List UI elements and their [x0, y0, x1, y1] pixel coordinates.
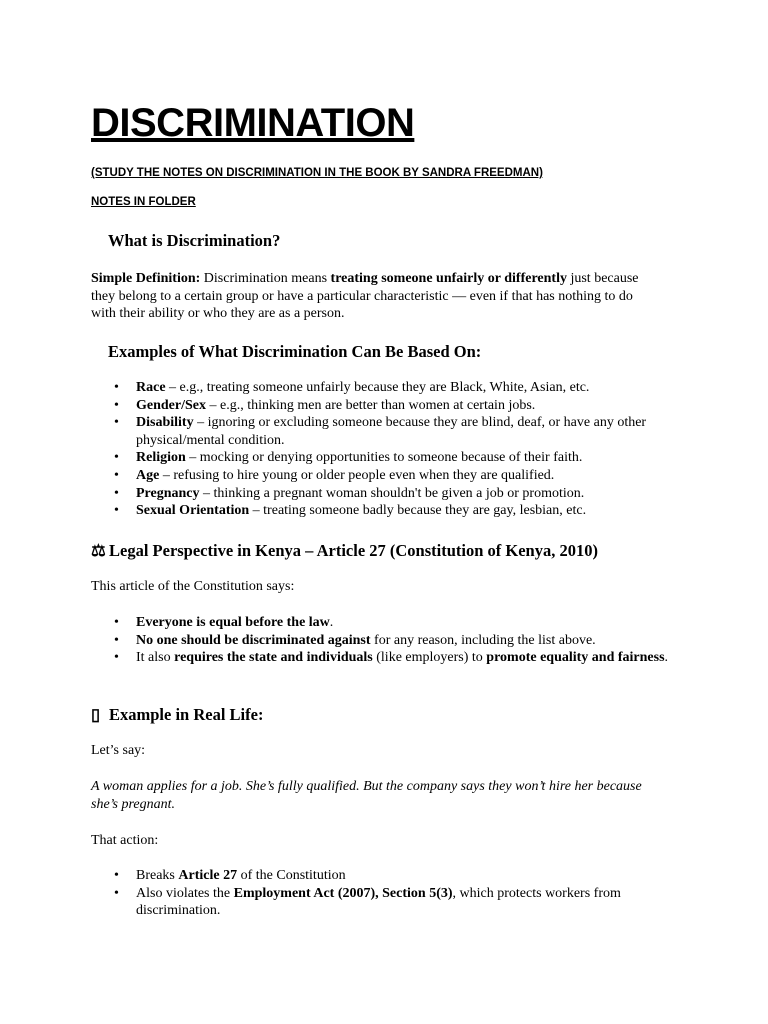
list-item-text: for any reason, including the list above. — [370, 632, 596, 648]
list-item-text: . — [664, 650, 669, 666]
list-item-race — [91, 379, 671, 397]
study-note: (STUDY THE NOTES ON DISCRIMINATION IN THE BOOK BY SANDRA FREEDMAN) — [91, 167, 543, 179]
list-item-text: , which protects workers from discrimination. — [136, 885, 621, 919]
list-item-label: Religion — [136, 450, 186, 466]
list-item-text: – refusing to hire young or older people even when they are qualified. — [159, 467, 555, 483]
list-item-text: It also — [136, 650, 175, 666]
list-item-promote-equality — [91, 649, 671, 667]
heading-examples: Examples of What Discrimination Can Be Based On: — [108, 342, 482, 361]
list-item-label: Age — [136, 467, 160, 483]
list-item-pregnancy — [91, 485, 671, 503]
missing-glyph-icon: ▯ — [91, 705, 101, 724]
list-item-bold: Everyone is equal before the law — [136, 615, 330, 630]
list-item-text: . — [329, 615, 334, 630]
list-item-violates-employment-act — [91, 885, 671, 920]
legal-heading-text: Legal Perspective in Kenya – Article 27 (Constitution of Kenya, 2010) — [109, 541, 598, 560]
list-item-gender — [91, 397, 671, 415]
list-item-text: – e.g., thinking men are better than women at certain jobs. — [206, 397, 536, 413]
definition-text-2: just because they belong to a certain group or have a particular characteristic — even if that has nothing to do with their ability or who they are as a person. — [91, 271, 639, 322]
list-item-bold: No one should be discriminated against — [136, 632, 371, 648]
list-item-bold: requires the state and individuals — [174, 650, 373, 666]
list-item-label: Sexual Orientation — [136, 503, 250, 519]
list-item-text: – mocking or denying opportunities to someone because of their faith. — [185, 450, 583, 466]
lets-say-text: Let’s say: — [91, 743, 146, 758]
definition-bold: treating someone unfairly or differently — [330, 271, 567, 286]
list-item-religion — [91, 449, 671, 467]
scenario-text: A woman applies for a job. She’s fully qualified. But the company says they won’t hire her because she’s pregnant. — [91, 779, 642, 812]
list-item-bold: Article 27 — [178, 868, 238, 883]
list-item-label: Race — [136, 380, 166, 395]
list-item-bold: promote equality and fairness — [486, 650, 665, 666]
that-action-text: That action: — [91, 833, 159, 848]
heading-what-is-discrimination: What is Discrimination? — [108, 231, 281, 250]
list-item-text: Breaks — [136, 868, 179, 883]
page-title: DISCRIMINATION — [91, 101, 415, 145]
list-item-text: – thinking a pregnant woman shouldn't be given a job or promotion. — [199, 485, 585, 501]
list-item-bold: Employment Act (2007), Section 5(3) — [233, 885, 453, 901]
list-item-age — [91, 467, 671, 485]
example-heading-text: Example in Real Life: — [109, 705, 264, 724]
list-item-text: of the Constitution — [237, 868, 346, 883]
legal-list — [91, 614, 671, 667]
list-item-text: – e.g., treating someone unfairly because they are Black, White, Asian, etc. — [165, 380, 590, 395]
list-item-breaks-article — [91, 867, 671, 885]
definition-label: Simple Definition: — [91, 271, 201, 286]
list-item-text: (like employers) to — [372, 650, 487, 666]
heading-example-real-life — [91, 705, 263, 725]
list-item-text: – treating someone badly because they are gay, lesbian, etc. — [249, 503, 587, 519]
list-item-label: Pregnancy — [136, 485, 200, 501]
scales-icon: ⚖ — [91, 541, 106, 560]
list-item-no-discrimination — [91, 632, 671, 650]
list-item-label: Gender/Sex — [136, 397, 206, 413]
definition-paragraph — [91, 270, 651, 323]
list-item-label: Disability — [136, 415, 194, 431]
heading-legal-perspective — [91, 541, 598, 561]
list-item-sexual-orientation — [91, 502, 671, 520]
examples-list — [91, 379, 671, 520]
definition-text-1: Discrimination means — [200, 271, 331, 286]
consequences-list — [91, 867, 671, 920]
list-item-text: Also violates the — [136, 885, 234, 901]
legal-intro: This article of the Constitution says: — [91, 579, 295, 594]
folder-note: NOTES IN FOLDER — [91, 196, 196, 208]
list-item-text: – ignoring or excluding someone because they are blind, deaf, or have any other physical/mental condition. — [136, 415, 647, 448]
list-item-disability — [91, 414, 671, 449]
list-item-equal-before-law — [91, 614, 671, 632]
